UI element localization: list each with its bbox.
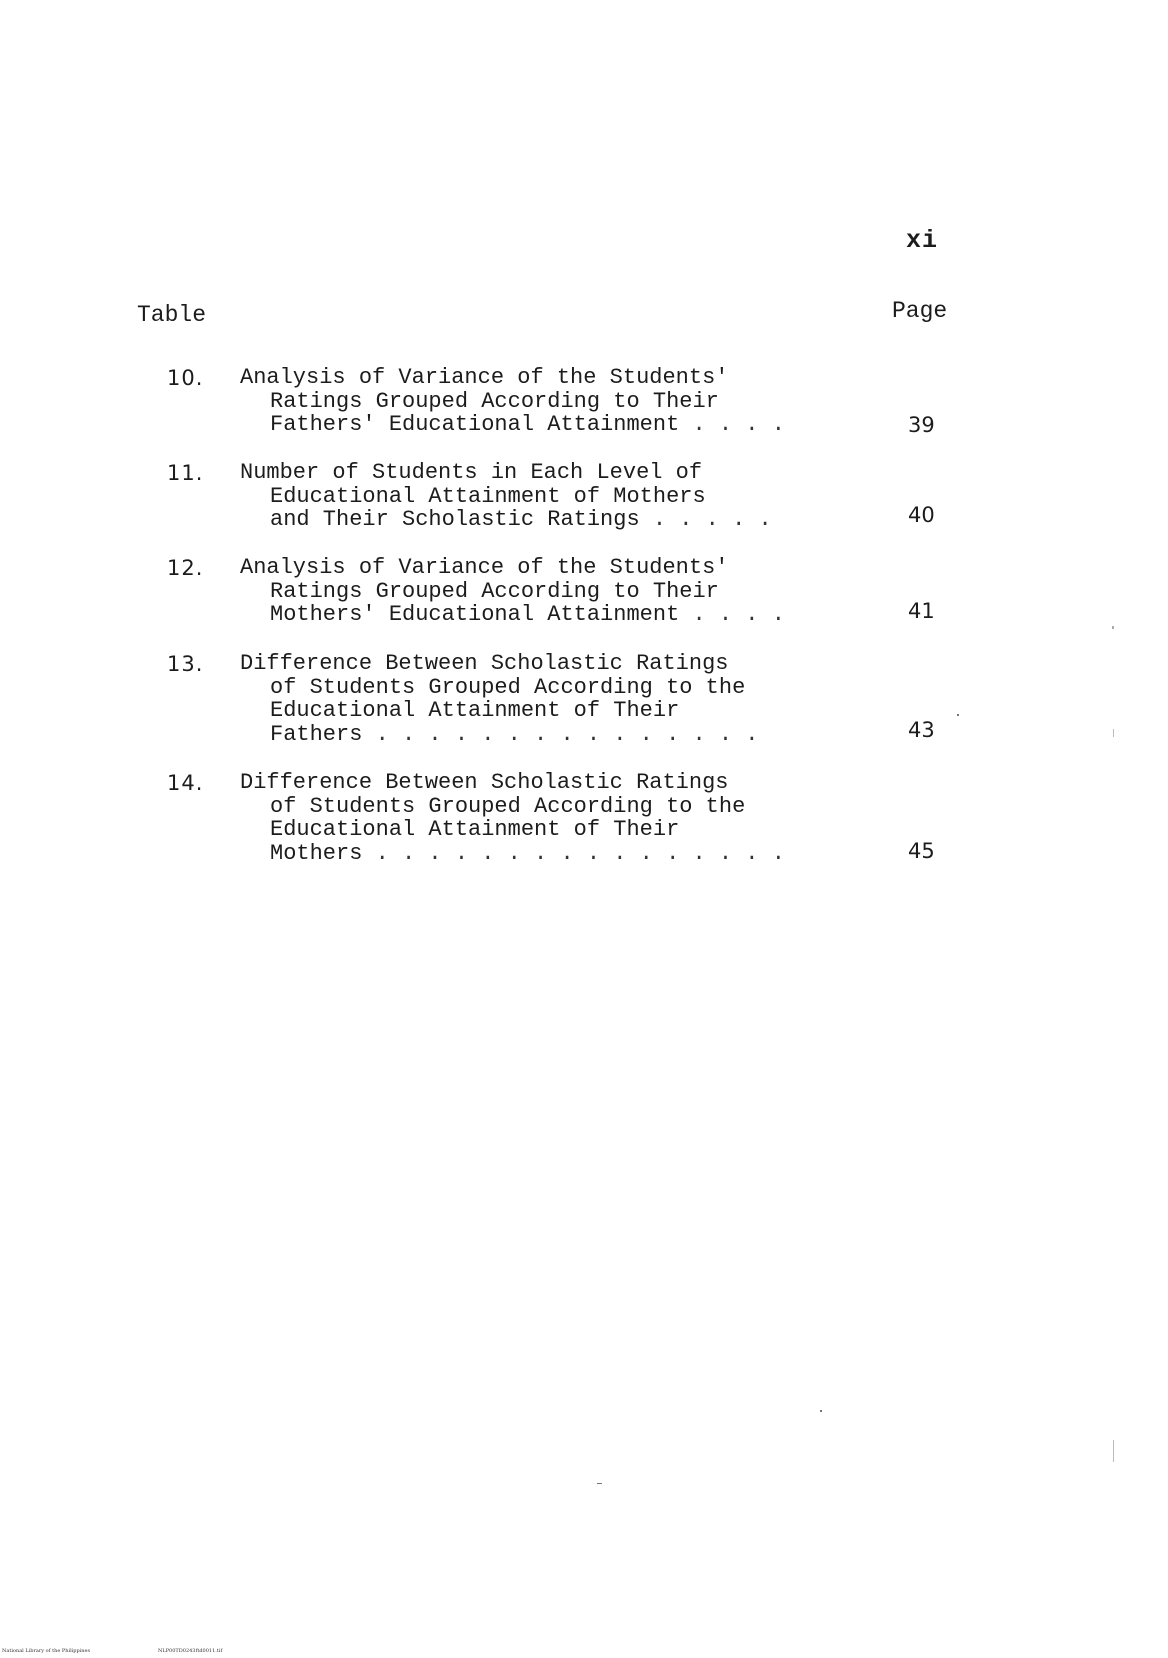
scan-speck: [1112, 626, 1114, 629]
entry-number: 10.: [167, 366, 204, 390]
entry-title-text: Fathers' Educational Attainment: [270, 412, 680, 437]
entry-page-number: 40: [908, 503, 935, 527]
page-column-header: Page: [892, 298, 948, 324]
dot-leader: . . . .: [692, 412, 785, 437]
entry-number: 13.: [167, 652, 204, 676]
entry-title-line-last: [240, 842, 860, 866]
entry-page-number: 45: [908, 839, 935, 863]
entry-title-text: and Their Scholastic Ratings: [270, 507, 640, 532]
entry-title-line: Educational Attainment of Their: [270, 698, 680, 723]
entry-title-line: Analysis of Variance of the Students': [240, 365, 729, 390]
entry-title: [240, 771, 860, 865]
entry-title-text: Mothers' Educational Attainment: [270, 602, 680, 627]
scan-speck: [597, 1483, 602, 1484]
entry-page-number: 43: [908, 718, 935, 742]
entry-title-line: of Students Grouped According to the: [270, 793, 746, 819]
entry-title: [240, 461, 860, 532]
entry-title: [240, 652, 860, 746]
entry-title-line: Ratings Grouped According to Their: [270, 578, 719, 604]
scan-speck: [1113, 729, 1114, 737]
entry-title-line: Analysis of Variance of the Students': [240, 555, 729, 580]
entry-number: 14.: [167, 771, 204, 795]
entry-title-line-last: [240, 723, 860, 747]
entry-title-line-last: [240, 603, 860, 627]
scan-speck: [820, 1410, 822, 1412]
entry-title-line: Educational Attainment of Mothers: [270, 483, 706, 509]
entry-title-line: Difference Between Scholastic Ratings: [240, 770, 729, 795]
dot-leader: . . . . .: [652, 507, 772, 532]
entry-title-text: Mothers: [270, 840, 363, 866]
entry-title-line: Educational Attainment of Their: [270, 817, 680, 842]
dot-leader: . . . .: [692, 602, 785, 627]
scan-speck: [1113, 1440, 1114, 1462]
entry-number: 11.: [167, 461, 204, 485]
dot-leader: . . . . . . . . . . . . . . .: [375, 721, 759, 747]
footer-file-name: NLP00TD0243ftd0011.tif: [158, 1648, 223, 1654]
entry-title-text: Fathers: [270, 721, 363, 747]
footer-library-name: National Library of the Philippines: [2, 1648, 91, 1654]
entry-title-line-last: [240, 413, 860, 437]
table-column-header: Table: [137, 302, 207, 328]
entry-title-line: Ratings Grouped According to Their: [270, 388, 719, 414]
dot-leader: . . . . . . . . . . . . . . . .: [375, 840, 785, 866]
entry-title: [240, 556, 860, 627]
entry-title-line: Difference Between Scholastic Ratings: [240, 651, 729, 676]
page-number: xi: [906, 226, 939, 255]
entry-title-line: of Students Grouped According to the: [270, 674, 746, 700]
entry-title-line-last: [240, 508, 860, 532]
entry-title: [240, 366, 860, 437]
entry-number: 12.: [167, 556, 204, 580]
scan-speck: [957, 714, 959, 716]
entry-page-number: 39: [908, 413, 935, 437]
entry-page-number: 41: [908, 599, 935, 623]
entry-title-line: Number of Students in Each Level of: [240, 460, 703, 485]
